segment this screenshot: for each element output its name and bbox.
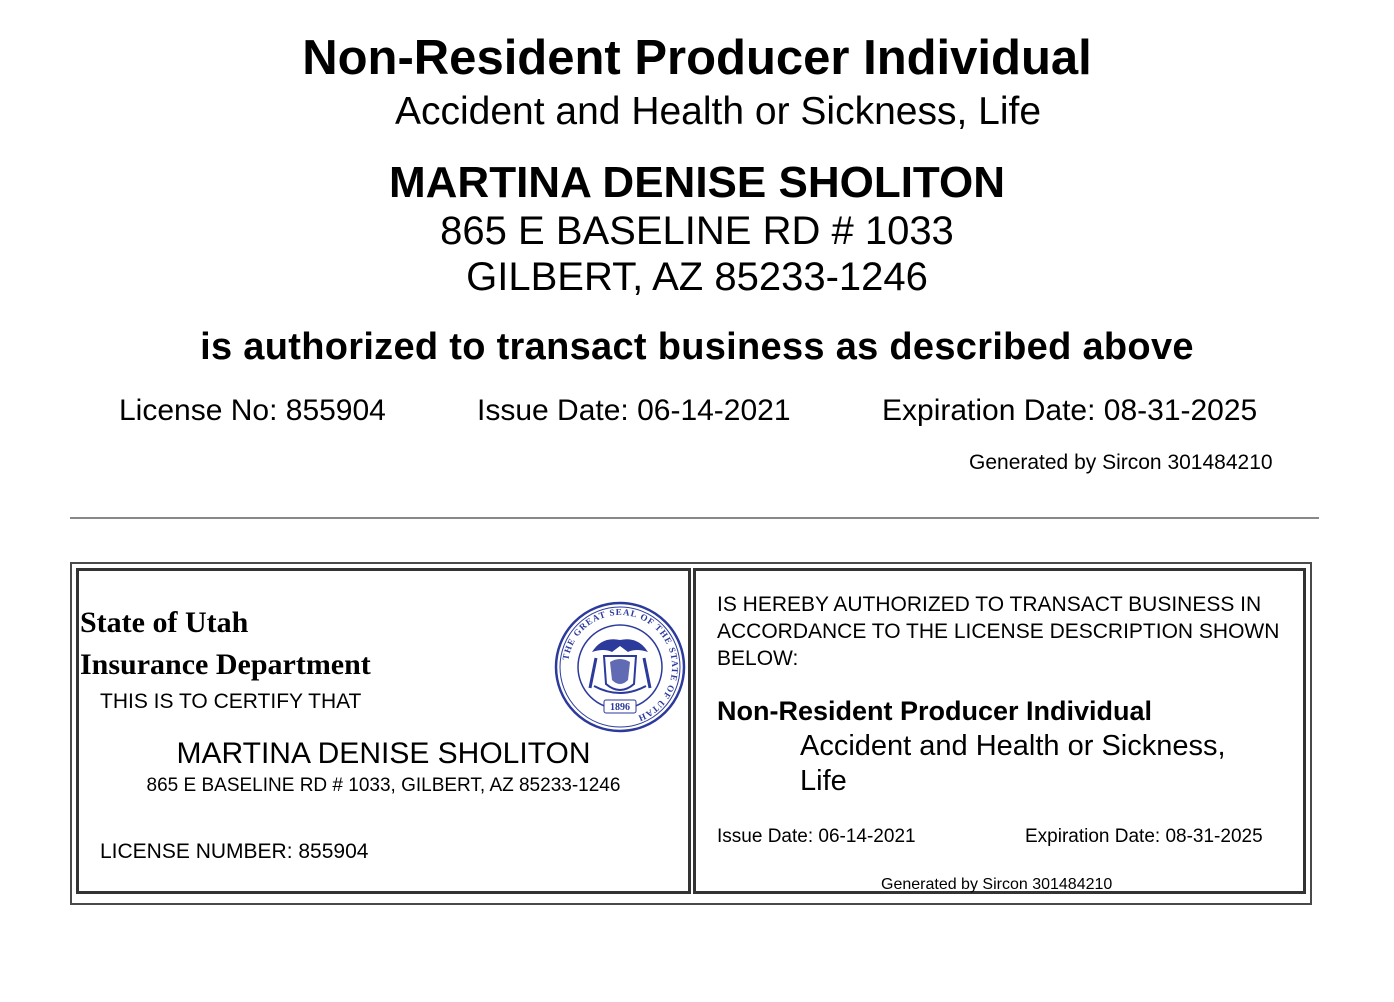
license-number: License No: 855904 (119, 394, 386, 427)
expiration-date: Expiration Date: 08-31-2025 (882, 394, 1258, 427)
seal-ring-text: THE GREAT SEAL OF THE STATE OF UTAH (560, 606, 681, 724)
state-name: State of Utah (80, 606, 249, 639)
card-holder-name: MARTINA DENISE SHOLITON (176, 737, 591, 770)
card-license-number: LICENSE NUMBER: 855904 (100, 840, 369, 863)
card-lines-of-authority: Accident and Health or Sickness, Life (800, 730, 1226, 797)
card-issue-date: Issue Date: 06-14-2021 (717, 826, 916, 847)
generated-by: Generated by Sircon 301484210 (969, 451, 1273, 474)
issue-date: Issue Date: 06-14-2021 (477, 394, 791, 427)
holder-name: MARTINA DENISE SHOLITON (388, 158, 1006, 207)
state-seal-icon (552, 600, 688, 734)
license-title: Non-Resident Producer Individual (302, 31, 1092, 85)
department-name: Insurance Department (80, 648, 371, 681)
seal-year: 1896 (610, 702, 630, 713)
card-generated-by: Generated by Sircon 301484210 (881, 876, 1113, 893)
authorized-statement: is authorized to transact business as described above (200, 326, 1194, 368)
address-line-2: GILBERT, AZ 85233-1246 (466, 255, 928, 299)
certify-text: THIS IS TO CERTIFY THAT (100, 690, 362, 713)
address-line-1: 865 E BASELINE RD # 1033 (440, 209, 954, 253)
card-holder-address: 865 E BASELINE RD # 1033, GILBERT, AZ 85233-1246 (146, 775, 621, 796)
lines-of-authority: Accident and Health or Sickness, Life (395, 90, 1042, 133)
section-divider (70, 517, 1319, 519)
card-expiration-date: Expiration Date: 08-31-2025 (1025, 826, 1263, 847)
holder-address (0, 209, 1394, 300)
card-license-type: Non-Resident Producer Individual (717, 696, 1153, 726)
card-authorization-text: IS HEREBY AUTHORIZED TO TRANSACT BUSINESS IN ACCORDANCE TO THE LICENSE DESCRIPTION SHOWN BELOW: (717, 593, 1280, 670)
